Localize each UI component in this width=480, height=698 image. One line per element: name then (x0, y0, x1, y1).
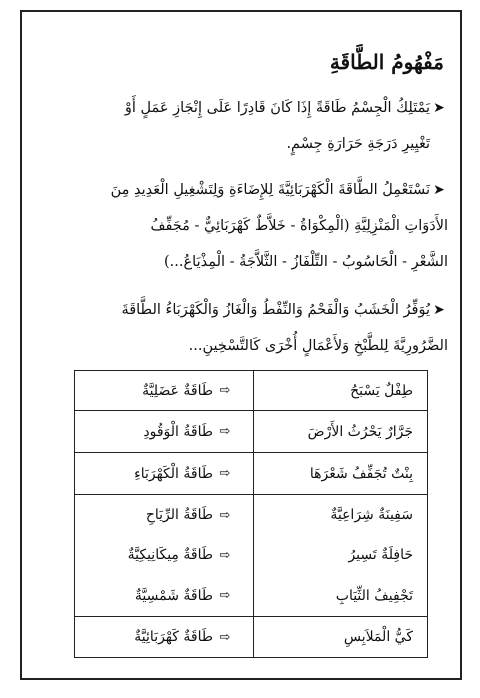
table-row (75, 371, 427, 411)
activity-cell: بِنْتٌ تُجَفِّفُ شَعْرَهَا (309, 465, 413, 482)
energy-cell: ⇨ طَاقَةُ الرِّيَاحِ (75, 495, 253, 535)
energy-table (74, 370, 428, 658)
hollow-arrow-icon: ⇨ (219, 588, 231, 603)
energy-cell: ⇨ طَاقَةٌ مِيكَانِيكِيَّةٌ (75, 535, 253, 575)
paragraph-line: نَسْتَعْمِلُ الطَّاقَةَ الْكَهْرَبَائِيَّةَ لِلإِضَاءَةِ وَلِتَشْغِيلِ الْعَدِيدِ مِنَ (110, 182, 430, 198)
arrowhead-bullet-icon: ➤ (433, 182, 445, 198)
energy-cell: ⇨ طَاقَةٌ عَضَلِيَّةٌ (75, 371, 253, 410)
activity-cell: طِفْلٌ يَسْبَحُ (350, 382, 413, 399)
activity-cell: حَافِلَةٌ تَسِيرُ (348, 547, 413, 563)
paragraph-line: الشَّعْرِ - الْحَاسُوبُ - التِّلْفَازُ - الثَّلاَّجَةُ - الْمِذْيَاعُ...) (164, 254, 448, 270)
energy-cell: ⇨ طَاقَةُ الْكَهْرَبَاءِ (75, 453, 253, 494)
activity-cell: كَيُّ الْمَلاَبِسِ (343, 629, 413, 645)
worksheet-frame (20, 10, 462, 680)
table-row (75, 535, 427, 575)
activity-cell: جَرَّارٌ يَحْرُثُ الأَرْضَ (307, 423, 413, 440)
hollow-arrow-icon: ⇨ (219, 424, 231, 439)
activity-cell: تَجْفِيفُ الثِّيَابِ (335, 587, 413, 604)
activity-cell: سَفِينَةٌ شِرَاعِيَّةٌ (330, 507, 413, 523)
hollow-arrow-icon: ⇨ (219, 547, 231, 563)
paragraph-line: الأَدَوَاتِ الْمَنْزِلِيَّةِ (الْمِكْوَاةُ - خَلاَّطٌ كَهْرَبَائِيٌّ - مُجَفِّفُ (150, 218, 448, 234)
paragraph-1 (38, 90, 448, 162)
table-row (75, 575, 427, 617)
energy-cell: ⇨ طَاقَةٌ كَهْرَبَائِيَّةٌ (75, 617, 253, 657)
energy-cell: ⇨ طَاقَةُ الْوَقُودِ (75, 411, 253, 452)
table-row (75, 411, 427, 453)
paragraph-3 (38, 292, 448, 364)
hollow-arrow-icon: ⇨ (219, 466, 231, 481)
paragraph-line: تَغْيِيرِ دَرَجَةِ حَرَارَةِ جِسْمٍ. (286, 136, 430, 152)
hollow-arrow-icon: ⇨ (219, 629, 231, 645)
table-row (75, 453, 427, 495)
hollow-arrow-icon: ⇨ (219, 383, 231, 398)
table-row (75, 495, 427, 535)
paragraph-line: يَمْتَلِكُ الْجِسْمُ طَاقَةً إِذَا كَانَ قَادِرًا عَلَى إِنْجَازِ عَمَلٍ أَوْ (124, 100, 430, 116)
paragraph-2 (38, 172, 448, 280)
table-row (75, 617, 427, 657)
hollow-arrow-icon: ⇨ (219, 507, 231, 523)
arrowhead-bullet-icon: ➤ (433, 302, 445, 318)
paragraph-line: يُوَفِّرُ الْخَشَبُ وَالْفَحْمُ وَالنِّفْطُ وَالْغَازُ وَالْكَهْرَبَاءُ الطَّاقَةَ (121, 302, 430, 318)
page-title: مَفْهُومُ الطَّاقَةِ (329, 50, 444, 74)
arrowhead-bullet-icon: ➤ (433, 100, 445, 116)
energy-cell: ⇨ طَاقَةٌ شَمْسِيَّةٌ (75, 575, 253, 616)
paragraph-line: الضَّرُورِيَّةَ لِلطَّبْخِ وَلأَعْمَالٍ أُخْرَى كَالتَّسْخِينِ... (188, 338, 448, 354)
